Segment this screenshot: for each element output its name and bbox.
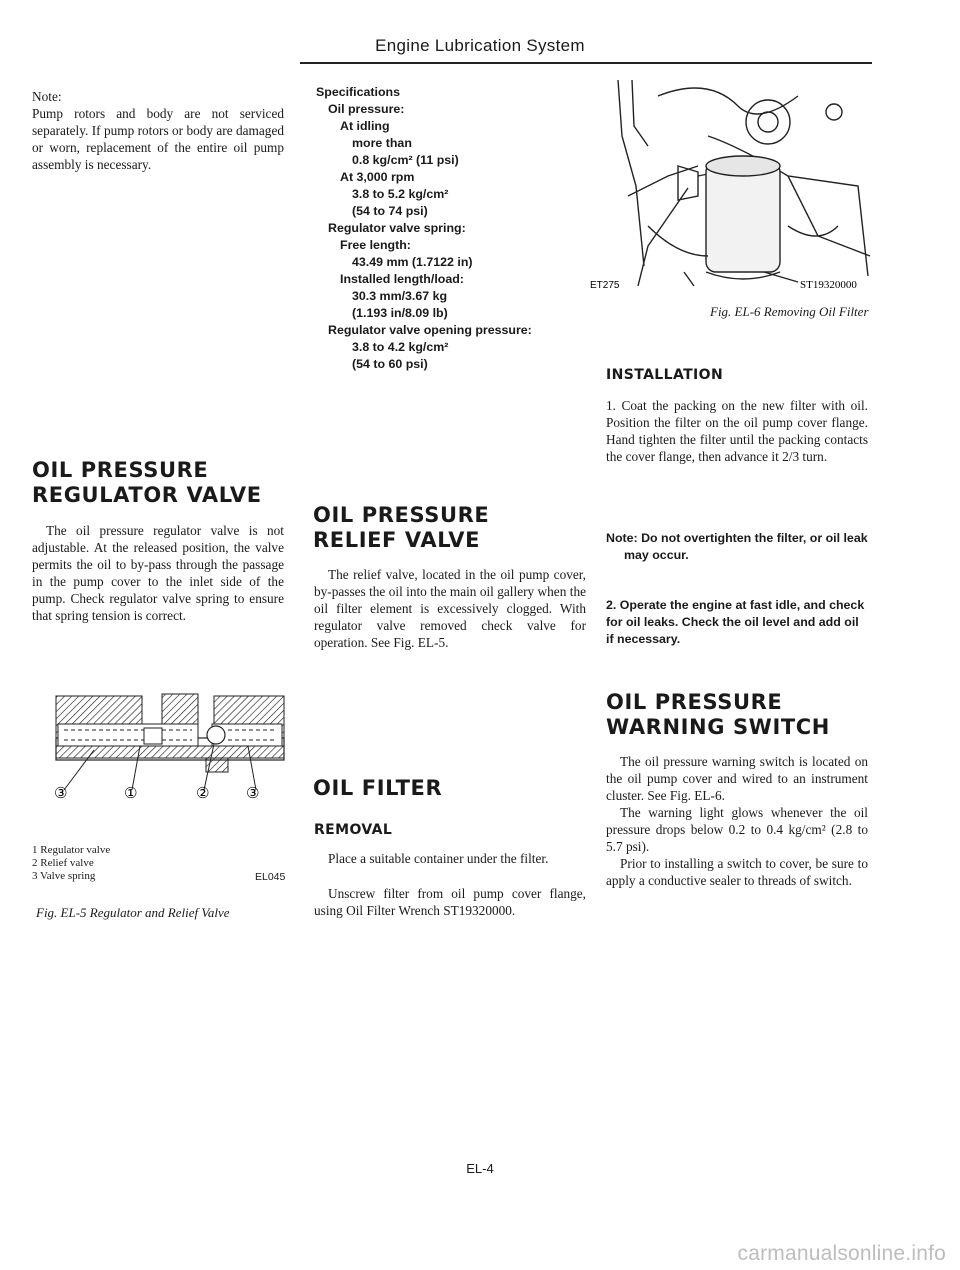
watermark: carmanualsonline.info [737, 1242, 946, 1265]
legend-item: 1 Regulator valve [32, 844, 111, 856]
heading-line: WARNING SWITCH [606, 715, 830, 739]
tool-label: ST19320000 [800, 279, 857, 291]
figure-caption: Fig. EL-5 Regulator and Relief Valve [36, 905, 230, 920]
switch-paragraph-1: The oil pressure warning switch is located on the oil pump cover and wired to an instrument cluster. See Fig. EL-6. [606, 754, 868, 803]
note-block [32, 88, 284, 173]
removal-paragraph-2: Unscrew filter from oil pump cover flange, using Oil Filter Wrench ST19320000. [314, 886, 586, 918]
legend-item: 2 Relief valve [32, 857, 94, 869]
heading-line: OIL PRESSURE [606, 690, 783, 714]
legend-item: 3 Valve spring [32, 870, 96, 882]
switch-paragraph-3: Prior to installing a switch to cover, be sure to apply a conductive sealer to threads of switch. [606, 856, 868, 888]
callout-1: ① [124, 784, 138, 800]
note-title: Note: [32, 89, 62, 104]
heading-line: REGULATOR VALVE [32, 483, 262, 507]
spec-line: Regulator valve spring: [328, 221, 466, 235]
header-rule [300, 62, 872, 64]
spec-line: 3.8 to 4.2 kg/cm² [352, 340, 449, 354]
installation-note: Note: Do not overtighten the filter, or oil leak may occur. [606, 531, 868, 562]
oil-filter-removal-photo [588, 76, 874, 298]
regulator-relief-valve-diagram [44, 688, 294, 800]
warning-switch-paragraphs [606, 753, 868, 889]
spec-line: Free length: [340, 238, 411, 252]
spec-line: 43.49 mm (1.7122 in) [352, 255, 473, 269]
heading-line: OIL PRESSURE [313, 503, 490, 527]
installation-step-2: 2. Operate the engine at fast idle, and check for oil leaks. Check the oil level and add oil if necessary. [606, 598, 865, 646]
spec-line: 0.8 kg/cm² (11 psi) [352, 153, 459, 167]
heading-line: OIL PRESSURE [32, 458, 209, 482]
note-text: Pump rotors and body are not serviced separately. If pump rotors or body are damaged or worn, replacement of the entire oil pump assembly is necessary. [32, 106, 284, 172]
heading-line: RELIEF VALVE [313, 528, 481, 552]
warning-switch-heading [606, 690, 876, 740]
regulator-valve-paragraph: The oil pressure regulator valve is not adjustable. At the released position, the valve permits the oil to by-pass through the passage in the pump cover to the inlet side of the pump. Check regulator valve spring to ensure that spring tension is correct. [32, 523, 284, 623]
removal-heading: REMOVAL [314, 822, 393, 838]
spec-line: Regulator valve opening pressure: [328, 323, 532, 337]
spec-line: more than [352, 136, 412, 150]
spec-line: (1.193 in/8.09 lb) [352, 306, 448, 320]
oil-filter-heading: OIL FILTER [313, 776, 443, 800]
figure-legend [32, 844, 232, 883]
installation-heading: INSTALLATION [606, 367, 724, 383]
figure-caption: Fig. EL-6 Removing Oil Filter [710, 304, 869, 319]
relief-valve-heading [313, 503, 583, 553]
spec-line: At idling [340, 119, 390, 133]
callout-3b: ③ [246, 784, 260, 800]
spec-line: (54 to 74 psi) [352, 204, 428, 218]
spec-line: (54 to 60 psi) [352, 357, 428, 371]
figure-code: EL045 [255, 871, 286, 883]
spec-line: Oil pressure: [328, 102, 405, 116]
page-number: EL-4 [466, 1161, 494, 1176]
spec-title: Specifications [316, 85, 401, 99]
callout-2: ② [196, 784, 210, 800]
spec-line: 30.3 mm/3.67 kg [352, 289, 448, 303]
page-header: Engine Lubrication System [375, 36, 585, 55]
spec-line: At 3,000 rpm [340, 170, 415, 184]
spec-line: Installed length/load: [340, 272, 464, 286]
specifications-block [316, 84, 586, 373]
spec-line: 3.8 to 5.2 kg/cm² [352, 187, 449, 201]
regulator-valve-heading [32, 458, 292, 508]
switch-paragraph-2: The warning light glows whenever the oil pressure drops below 0.2 to 0.4 kg/cm² (2.8 to 5.7 psi). [606, 805, 868, 854]
relief-valve-paragraph: The relief valve, located in the oil pump cover, by-passes the oil into the main oil gallery when the oil filter element is excessively clogged. With regulator valve removed check valve for operation. See Fig. EL-5. [314, 567, 586, 650]
removal-paragraph-1: Place a suitable container under the filter. [328, 851, 549, 866]
installation-step-1: 1. Coat the packing on the new filter with oil. Position the filter on the oil pump cover flange. Hand tighten the filter until the packing contacts the cover flange, then advance it 2/3 turn. [606, 398, 868, 464]
figure-code: ET275 [590, 280, 620, 291]
callout-3: ③ [54, 784, 68, 800]
